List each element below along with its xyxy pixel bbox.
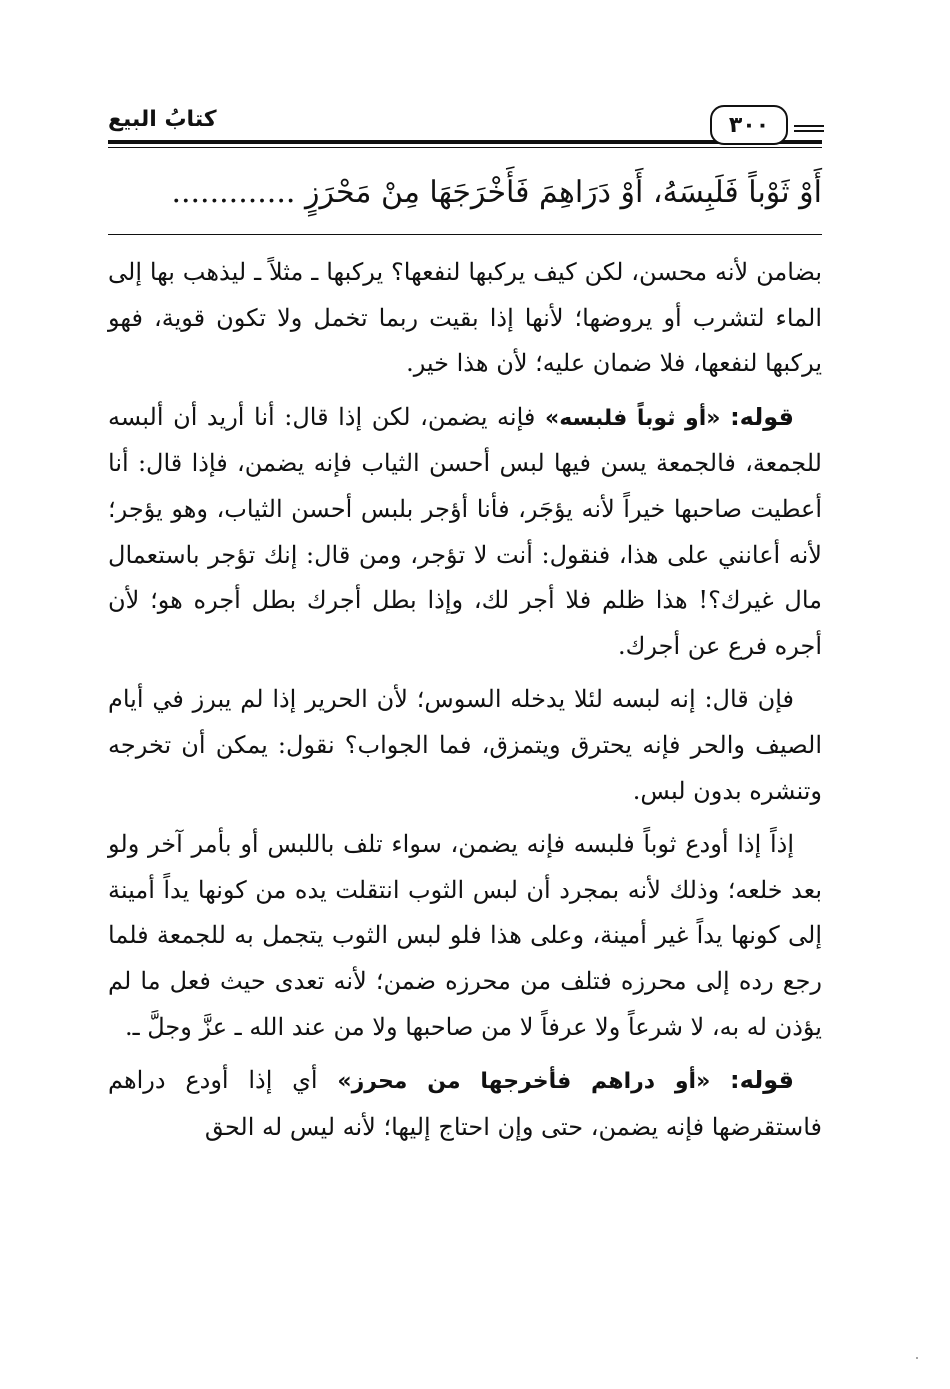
paragraph-2-text: فإنه يضمن، لكن إذا قال: أنا أريد أن ألبسه للجمعة، فالجمعة يسن فيها لبس أحسن الثياب فإنه يضمن، فإذا قال: أنا أعطيت صاحبها خيراً لأنه يؤجَر، فأنا أؤجر بلبس أحسن الثياب، وهو يؤجر؛ لأنه أعانني على هذا، فنقول: أنت لا تؤجر، ومن قال: إنك تؤجر باستعمال مال غيرك؟! هذا ظلم فلا أجر لك، وإذا بطل أجرك بطل أجره هو؛ لأن أجره فرع عن أجرك. (108, 402, 822, 660)
page-number: ٣٠٠ (710, 105, 788, 145)
qawluhu-label: قوله: (730, 402, 795, 431)
commentary-body (108, 250, 822, 1158)
header-rule-thin (108, 147, 822, 148)
header-ornament (794, 125, 824, 135)
paragraph-5 (108, 1058, 822, 1150)
paragraph-1: بضامن لأنه محسن، لكن كيف يركبها لنفعها؟ يركبها ـ مثلاً ـ ليذهب بها إلى الماء لتشرب أو يروضها؛ لأنها إذا بقيت ربما تخمل ولا تكون قوية، فهو يركبها لنفعها، فلا ضمان عليه؛ لأن هذا خير. (108, 258, 822, 378)
running-header (108, 103, 822, 163)
paragraph-4: إذاً إذا أودع ثوباً فلبسه فإنه يضمن، سواء تلف باللبس أو بأمر آخر ولو بعد خلعه؛ وذلك لأنه بمجرد أن لبس الثوب انتقلت يده من كونها يداً أمينة إلى كونها يداً غير أمينة، وعلى هذا فلو لبس الثوب يتجمل به للجمعة فلما رجع رده إلى محرزه فتلف من محرزه ضمن؛ لأنه تعدى حيث فعل ما لم يؤذن له به، لا شرعاً ولا عرفاً لا من صاحبها ولا من عند الله ـ عزَّ وجلَّ ـ. (108, 830, 822, 1041)
book-title: كتابُ البيع (108, 107, 217, 132)
paragraph-3: فإن قال: إنه لبسه لئلا يدخله السوس؛ لأن الحرير إذا لم يبرز في أيام الصيف والحر فإنه يحترق ويتمزق، فما الجواب؟ نقول: يمكن أن تخرجه وتنشره بدون لبس. (108, 685, 822, 805)
matn-quote: «أو ثوباً فلبسه» (544, 405, 721, 431)
matn-quote: «أو دراهم فأخرجها من محرز» (337, 1069, 711, 1095)
matn-dots: ............. (171, 175, 296, 210)
paragraph-5-text: أي إذا أودع دراهم فاستقرضها فإنه يضمن، حتى وإن احتاج إليها؛ لأنه ليس له الحق (108, 1066, 822, 1141)
paragraph-2 (108, 395, 822, 670)
matn-divider (108, 234, 822, 235)
scan-speck (916, 1357, 918, 1359)
matn-text: أَوْ ثَوْباً فَلَبِسَهُ، أَوْ دَرَاهِمَ فَأَخْرَجَهَا مِنْ مَحْرَزٍ (304, 175, 822, 210)
matn-line (108, 168, 822, 218)
qawluhu-label: قوله: (730, 1066, 794, 1095)
